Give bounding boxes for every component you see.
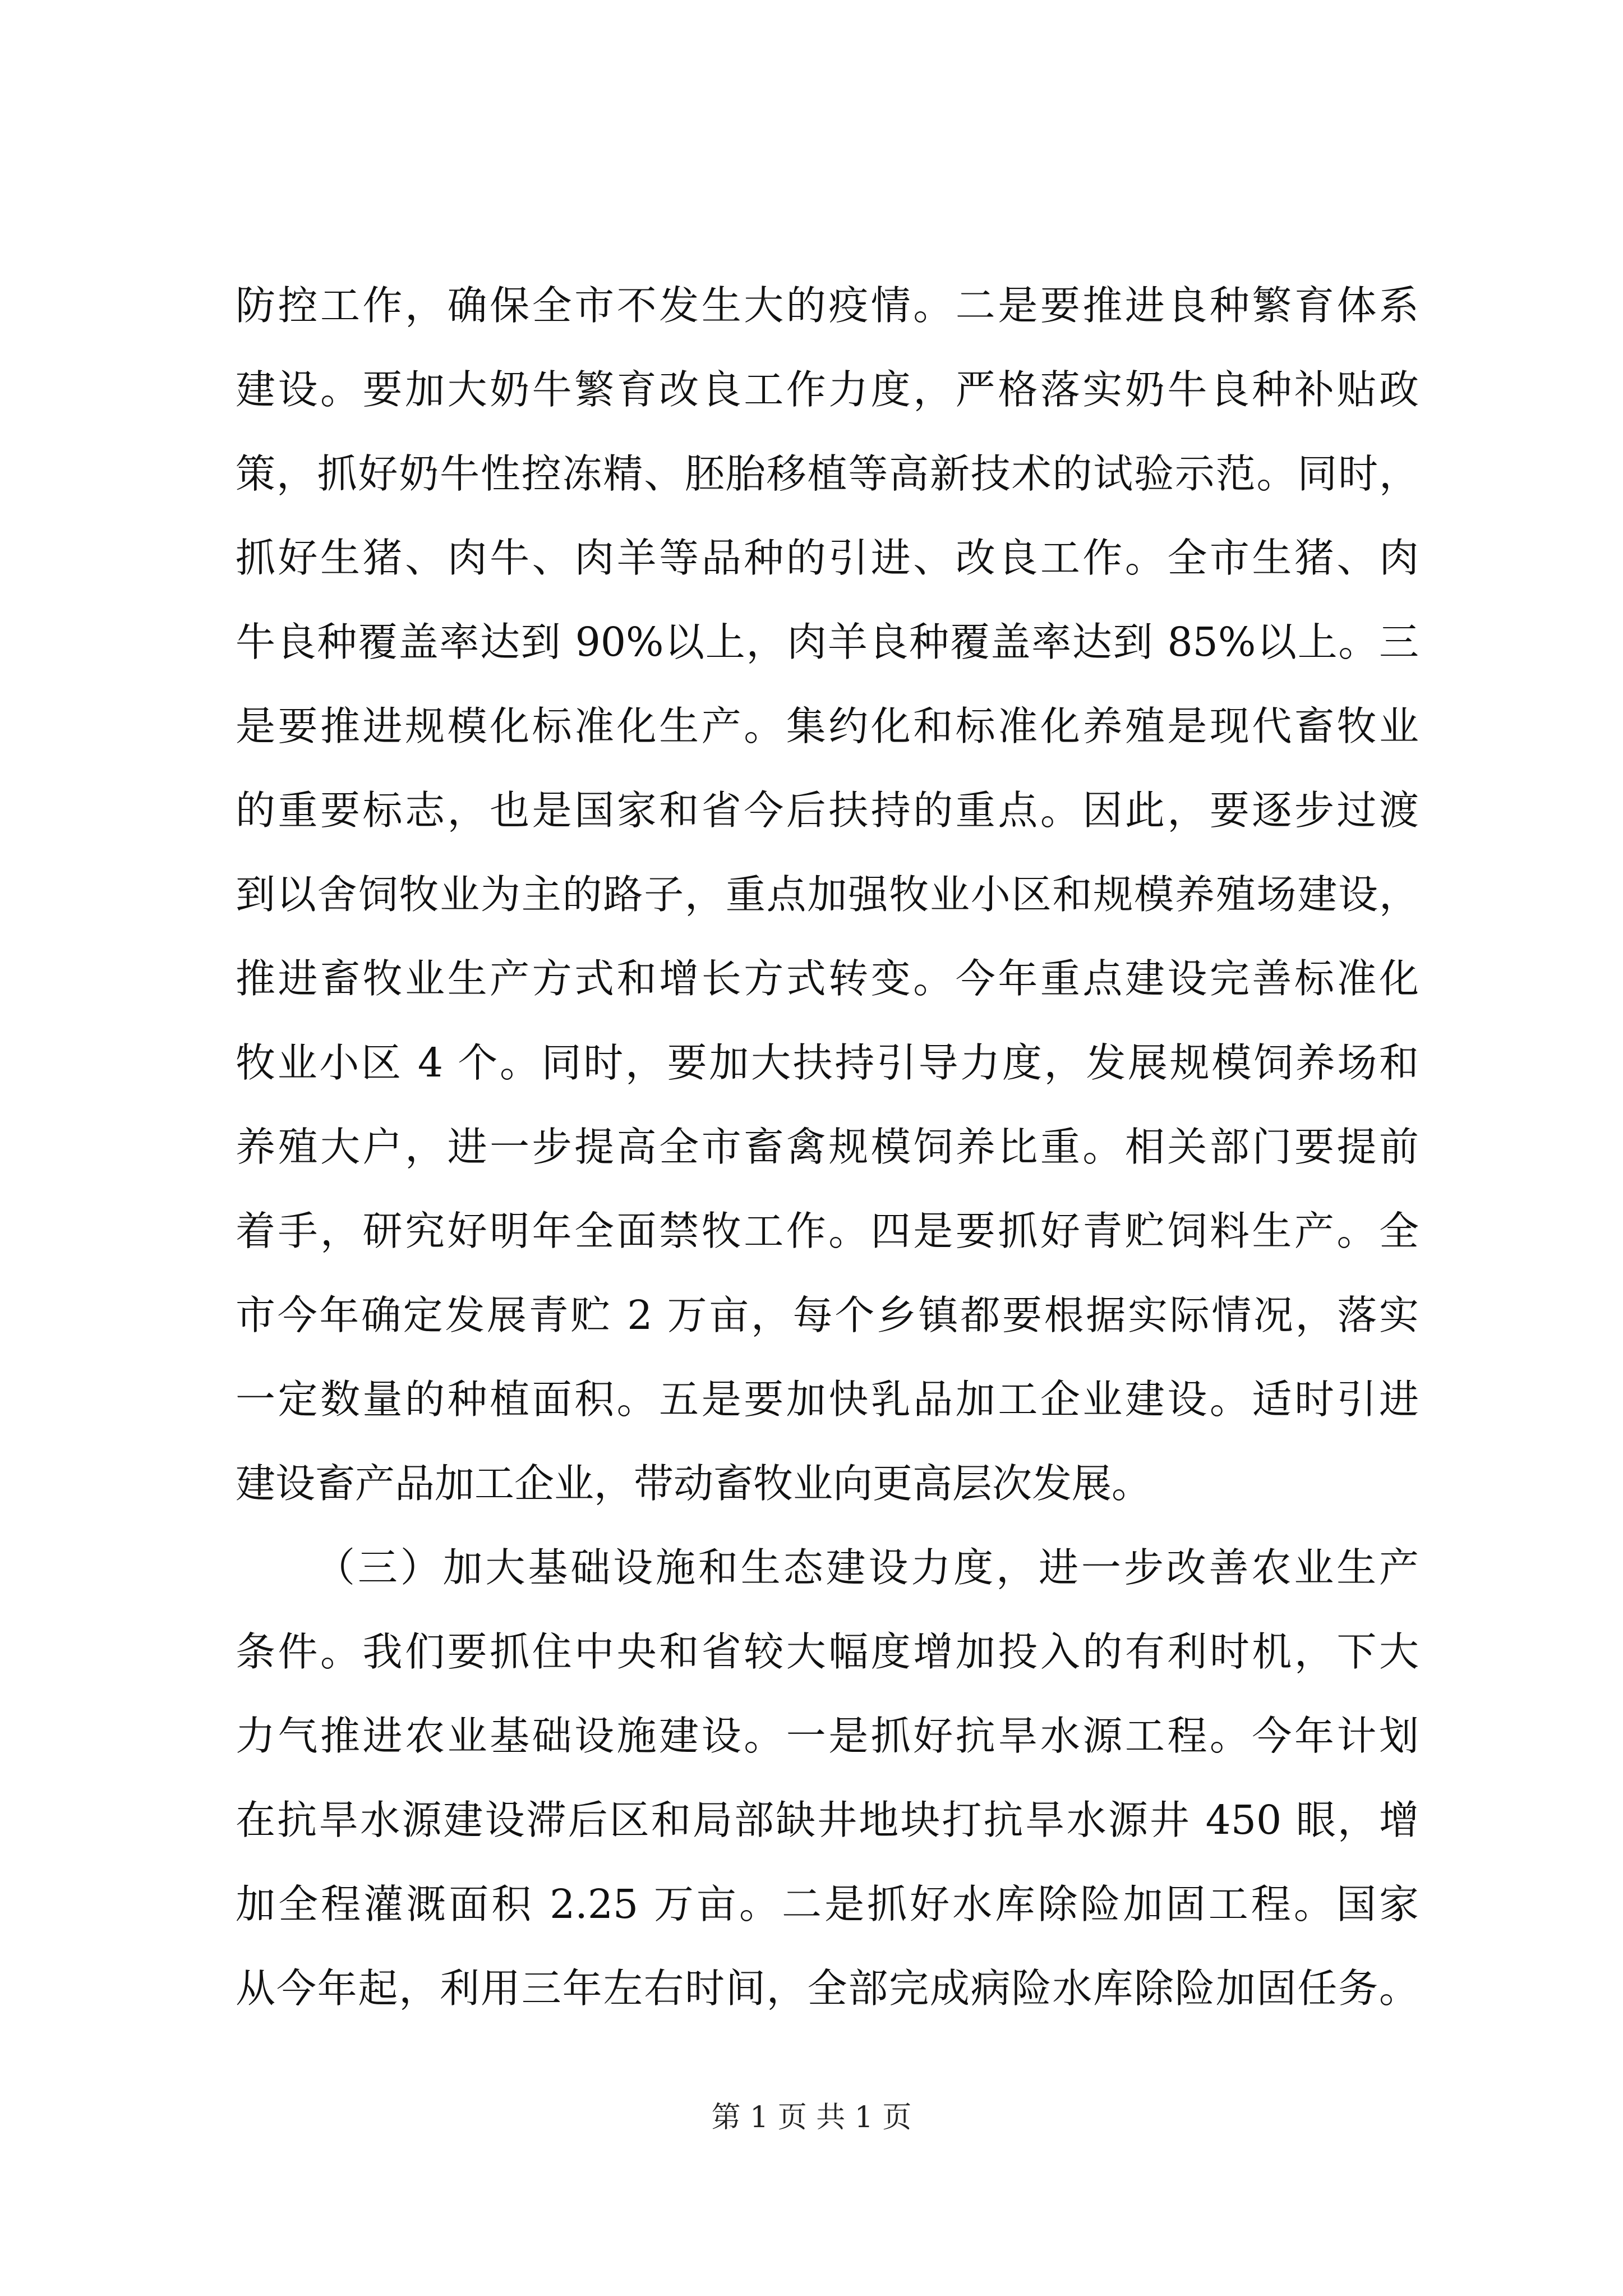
paragraph-infrastructure bbox=[236, 1526, 1419, 2031]
text-line: 是要推进规模化标准化生产。集约化和标准化养殖是现代畜牧业 bbox=[236, 703, 1419, 749]
text-line: 市今年确定发展青贮 2 万亩，每个乡镇都要根据实际情况，落实 bbox=[236, 1292, 1419, 1338]
text-line: 抓好生猪、肉牛、肉羊等品种的引进、改良工作。全市生猪、肉 bbox=[236, 535, 1419, 581]
text-line: 到以舍饲牧业为主的路子，重点加强牧业小区和规模养殖场建设， bbox=[236, 871, 1419, 918]
text-line: 推进畜牧业生产方式和增长方式转变。今年重点建设完善标准化 bbox=[236, 955, 1419, 1002]
text-line: 防控工作，确保全市不发生大的疫情。二是要推进良种繁育体系 bbox=[236, 282, 1419, 329]
text-line: 牧业小区 4 个。同时，要加大扶持引导力度，发展规模饲养场和 bbox=[236, 1039, 1419, 1086]
text-line: 建设畜产品加工企业，带动畜牧业向更高层次发展。 bbox=[236, 1460, 1152, 1507]
text-line: 在抗旱水源建设滞后区和局部缺井地块打抗旱水源井 450 眼，增 bbox=[236, 1797, 1419, 1843]
text-line: 策，抓好奶牛性控冻精、胚胎移植等高新技术的试验示范。同时， bbox=[236, 450, 1419, 497]
section-heading-line: （三）加大基础设施和生态建设力度，进一步改善农业生产 bbox=[315, 1544, 1419, 1591]
text-line: 着手，研究好明年全面禁牧工作。四是要抓好青贮饲料生产。全 bbox=[236, 1208, 1419, 1254]
text-line: 建设。要加大奶牛繁育改良工作力度，严格落实奶牛良种补贴政 bbox=[236, 366, 1419, 413]
text-line: 条件。我们要抓住中央和省较大幅度增加投入的有利时机，下大 bbox=[236, 1628, 1419, 1675]
text-line: 养殖大户，进一步提高全市畜禽规模饲养比重。相关部门要提前 bbox=[236, 1124, 1419, 1170]
text-line: 加全程灌溉面积 2.25 万亩。二是抓好水库除险加固工程。国家 bbox=[236, 1881, 1419, 1927]
text-line: 牛良种覆盖率达到 90%以上，肉羊良种覆盖率达到 85%以上。三 bbox=[236, 619, 1419, 665]
text-line: 的重要标志，也是国家和省今后扶持的重点。因此，要逐步过渡 bbox=[236, 787, 1419, 834]
document-body bbox=[236, 264, 1419, 2031]
text-line: 从今年起，利用三年左右时间，全部完成病险水库除险加固任务。 bbox=[236, 1965, 1419, 2012]
text-line: 一定数量的种植面积。五是要加快乳品加工企业建设。适时引进 bbox=[236, 1376, 1419, 1423]
paragraph-livestock bbox=[236, 264, 1419, 1526]
text-line: 力气推进农业基础设施建设。一是抓好抗旱水源工程。今年计划 bbox=[236, 1713, 1419, 1759]
page-number-footer: 第 1 页 共 1 页 bbox=[711, 2101, 912, 2134]
